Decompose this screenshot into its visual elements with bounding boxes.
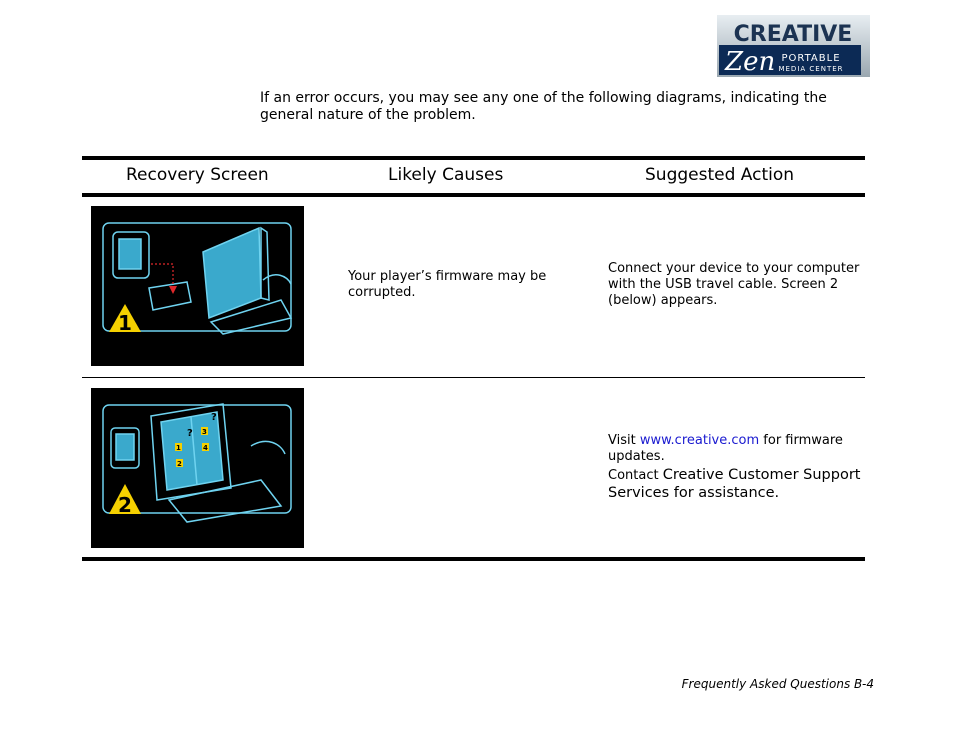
logo-brand: CREATIVE xyxy=(733,22,853,47)
contact-support-line xyxy=(608,466,863,502)
action-row-1: Connect your device to your computer with the USB travel cable. Screen 2 (below) appears. xyxy=(608,261,860,308)
visit-prefix: Visit xyxy=(608,433,640,448)
creative-website-link[interactable]: www.creative.com xyxy=(639,433,760,448)
page-footer: Frequently Asked Questions B-4 xyxy=(681,677,874,691)
logo-tagline-1: PORTABLE xyxy=(781,53,841,64)
screen-2-mark-4: 4 xyxy=(203,444,208,452)
row-divider xyxy=(82,377,865,378)
screen-2-mark-1: 1 xyxy=(176,444,181,452)
screen-1-number: 1 xyxy=(118,311,132,335)
header-recovery-screen: Recovery Screen xyxy=(126,165,269,185)
table-header-rule xyxy=(82,193,865,197)
screen-2-mark-q2: ? xyxy=(211,412,217,423)
header-suggested-action: Suggested Action xyxy=(645,165,795,185)
screen-2-mark-2: 2 xyxy=(177,460,182,468)
table-bottom-rule xyxy=(82,557,865,561)
action-row-2 xyxy=(608,433,863,502)
screen-2-mark-q1: ? xyxy=(187,428,193,439)
screen-2-number: 2 xyxy=(118,493,132,517)
visit-suffix: for firmware updates. xyxy=(608,433,843,464)
contact-support-text: Creative Customer Support Services for assistance. xyxy=(608,467,861,501)
logo-product: Zen xyxy=(725,47,776,77)
table-top-rule xyxy=(82,156,865,160)
recovery-screen-2-image xyxy=(91,388,304,548)
header-likely-causes: Likely Causes xyxy=(388,165,504,185)
contact-prefix: Contact xyxy=(608,468,663,483)
intro-paragraph: If an error occurs, you may see any one of the following diagrams, indicating the general nature of the problem. xyxy=(260,90,827,123)
screen-2-mark-3: 3 xyxy=(202,428,207,436)
creative-zen-logo xyxy=(717,15,870,77)
recovery-screen-1-image xyxy=(91,206,304,366)
firmware-update-line xyxy=(608,433,863,465)
cause-row-1: Your player’s firmware may be corrupted. xyxy=(348,269,547,300)
logo-tagline-2: MEDIA CENTER xyxy=(778,65,844,73)
